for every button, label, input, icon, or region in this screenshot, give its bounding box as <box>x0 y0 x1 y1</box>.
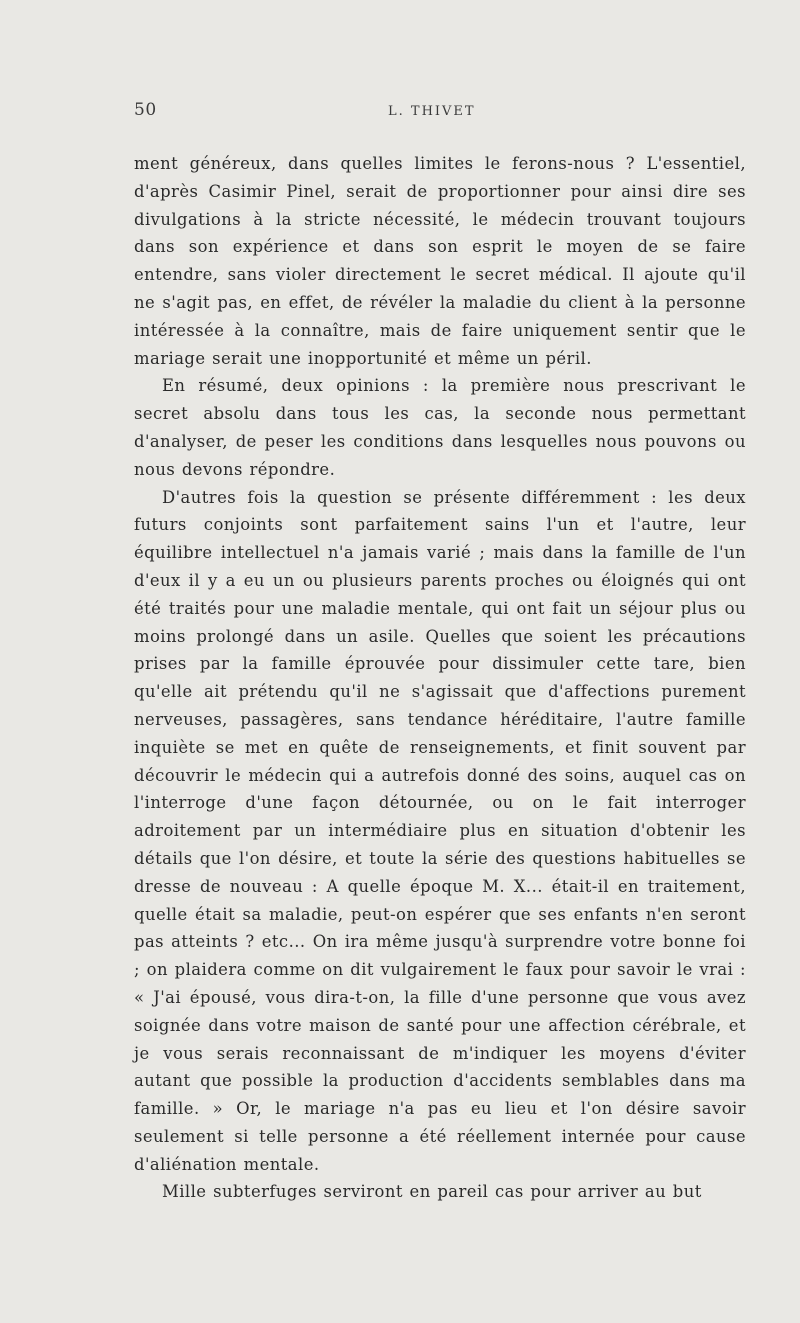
paragraph-subterfuges: Mille subterfuges serviront en pareil cas pour arriver au but <box>162 1182 702 1202</box>
paragraph-continuation: ment généreux, dans quelles limites le ferons-nous ? L'essentiel, d'après Casimir Pinel, serait de proportionner pour ainsi dire ses divulgations à la stricte nécessité, le médecin trouvant toujours dans son expérience et dans son esprit le moyen de se faire entendre, sans violer directement le secret médical. Il ajoute qu'il ne s'agit pas, en effet, de révéler la maladie du client à la personne intéressée à la connaître, mais de faire uniquement sentir que le mariage serait une inopportunité et même un péril. <box>134 154 746 368</box>
paragraph-summary: En résumé, deux opinions : la première nous prescrivant le secret absolu dans tous les cas, la seconde nous permettant d'analyser, de peser les conditions dans lesquelles nous pouvons ou nous devons répondre. <box>134 376 746 479</box>
body-text <box>134 150 746 1206</box>
running-head: L. THIVET <box>388 104 476 119</box>
paragraph-family-question: D'autres fois la question se présente différemment : les deux futurs conjoints sont parfaitement sains l'un et l'autre, leur équilibre intellectuel n'a jamais varié ; mais dans la famille de l'un d'eux il y a eu un ou plusieurs parents proches ou éloignés qui ont été traités pour une maladie mentale, qui ont fait un séjour plus ou moins prolongé dans un asile. Quelles que soient les précautions prises par la famille éprouvée pour dissimuler cette tare, bien qu'elle ait prétendu qu'il ne s'agissait que d'affections purement nerveuses, passagères, sans tendance héréditaire, l'autre famille inquiète se met en quête de renseignements, et finit souvent par découvrir le médecin qui a autrefois donné des soins, auquel cas on l'interroge d'une façon détournée, ou on le fait interroger adroitement par un intermédiaire plus en situation d'obtenir les détails que l'on désire, et toute la série des questions habituelles se dresse de nouveau : A quelle époque M. X... était-il en traitement, quelle était sa maladie, peut-on espérer que ses enfants n'en seront pas atteints ? etc... On ira même jusqu'à surprendre votre bonne foi ; on plaidera comme on dit vulgairement le faux pour savoir le vrai : « J'ai épousé, vous dira-t-on, la fille d'une personne que vous avez soignée dans votre maison de santé pour une affection cérébrale, et je vous serais reconnaissant de m'indiquer les moyens d'éviter autant que possible la production d'accidents semblables dans ma famille. » Or, le mariage n'a pas eu lieu et l'on désire savoir seulement si telle personne a été réellement internée pour cause d'aliénation mentale. <box>134 487 746 1174</box>
page-header <box>134 100 746 124</box>
page-number: 50 <box>134 100 157 120</box>
